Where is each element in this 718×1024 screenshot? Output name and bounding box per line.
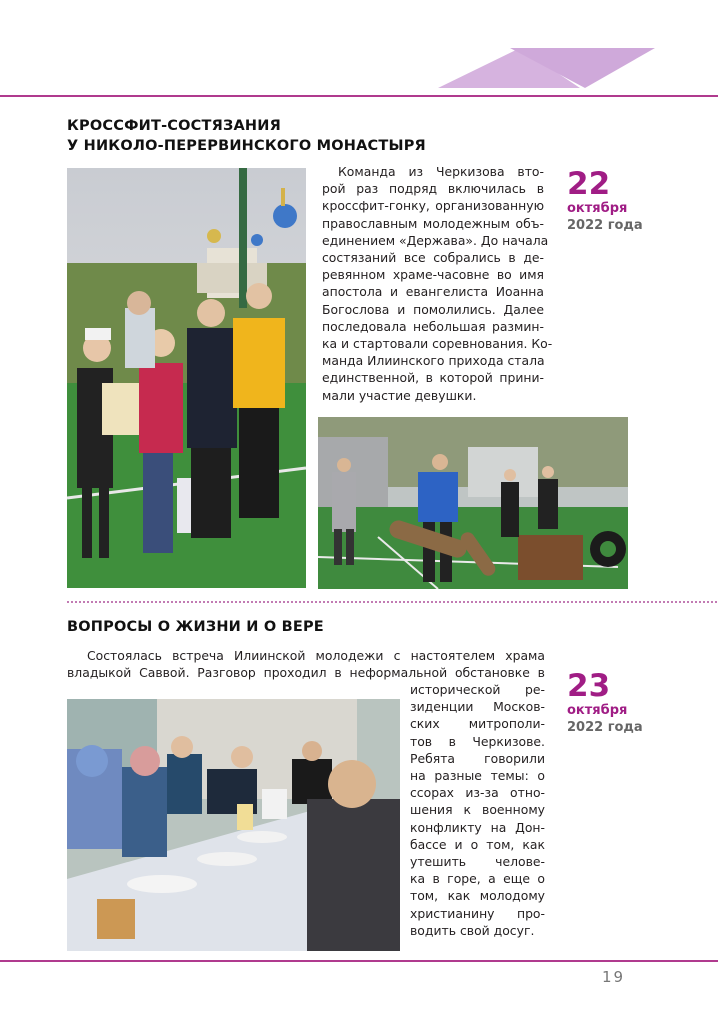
article2-body bbox=[410, 681, 545, 939]
date-year: 2022 года bbox=[567, 218, 643, 233]
date-month: октября bbox=[567, 703, 628, 718]
text-line: водить свой досуг. bbox=[410, 922, 535, 938]
header-rule bbox=[0, 95, 718, 97]
text-line: последовала небольшая размин- bbox=[322, 318, 544, 334]
text-line: на разные темы: о bbox=[410, 768, 545, 784]
article1-date bbox=[567, 168, 643, 234]
section-divider bbox=[67, 601, 717, 603]
text-line: единственной, в которой прини- bbox=[322, 370, 544, 386]
date-day: 22 bbox=[567, 166, 611, 202]
header-decoration bbox=[430, 44, 670, 94]
article2-intro bbox=[67, 647, 545, 681]
text-line: единением «Держава». До начала bbox=[322, 232, 549, 248]
article2-date bbox=[567, 670, 643, 736]
text-line: рой раз подряд включилась в bbox=[322, 181, 544, 197]
text-line: ссорах из-за отно- bbox=[410, 785, 545, 801]
date-month: октября bbox=[567, 201, 628, 216]
text-line: том, как молодому bbox=[410, 888, 545, 904]
crossfit-competition-photo bbox=[318, 417, 628, 589]
text-line: тов в Черкизове. bbox=[410, 733, 545, 749]
date-year: 2022 года bbox=[567, 720, 643, 735]
article1-body bbox=[322, 163, 553, 404]
article1-title-line1: КРОССФИТ-СОСТЯЗАНИЯ bbox=[67, 118, 281, 134]
text-line: апостола и евангелиста Иоанна bbox=[322, 284, 544, 300]
text-line: состязаний все собрались в де- bbox=[322, 250, 544, 266]
text-line: бассе и о том, как bbox=[410, 836, 545, 852]
text-line: ка в горе, а еще о bbox=[410, 871, 545, 887]
text-line: Команда из Черкизова вто- bbox=[338, 164, 544, 179]
text-line: конфликту на Дон- bbox=[410, 819, 545, 835]
text-line: исторической ре- bbox=[410, 682, 545, 697]
text-line: Богослова и помолились. Далее bbox=[322, 301, 544, 317]
page-number: 19 bbox=[602, 968, 626, 986]
article2-title: ВОПРОСЫ О ЖИЗНИ И О ВЕРЕ bbox=[67, 619, 324, 635]
text-line: Ребята говорили bbox=[410, 750, 545, 766]
text-line: кроссфит-гонку, организованную bbox=[322, 198, 544, 214]
text-line: ка и стартовали соревнования. Ко- bbox=[322, 336, 553, 352]
article1-title-line2: У НИКОЛО-ПЕРЕРВИНСКОГО МОНАСТЫРЯ bbox=[67, 138, 426, 154]
text-line: зиденции Москов- bbox=[410, 699, 545, 715]
text-line: православным молодежным объ- bbox=[322, 215, 544, 231]
text-line: владыкой Саввой. Разговор проходил в неформальной обстановке в bbox=[67, 665, 545, 681]
text-line: христианину про- bbox=[410, 905, 545, 921]
text-line: ских митрополи- bbox=[410, 716, 545, 732]
text-line: Состоялась встреча Илиинской молодежи с настоятелем храма bbox=[87, 648, 545, 663]
footer-rule bbox=[0, 960, 718, 962]
text-line: шения к военному bbox=[410, 802, 545, 818]
article1-title bbox=[67, 116, 426, 156]
text-line: манда Илиинского прихода стала bbox=[322, 353, 545, 369]
text-line: утешить челове- bbox=[410, 854, 545, 870]
text-line: мали участие девушки. bbox=[322, 387, 477, 403]
text-line: ревянном храме-часовне во имя bbox=[322, 267, 544, 283]
date-day: 23 bbox=[567, 668, 611, 704]
meeting-photo bbox=[67, 699, 400, 951]
crossfit-team-photo bbox=[67, 168, 306, 588]
